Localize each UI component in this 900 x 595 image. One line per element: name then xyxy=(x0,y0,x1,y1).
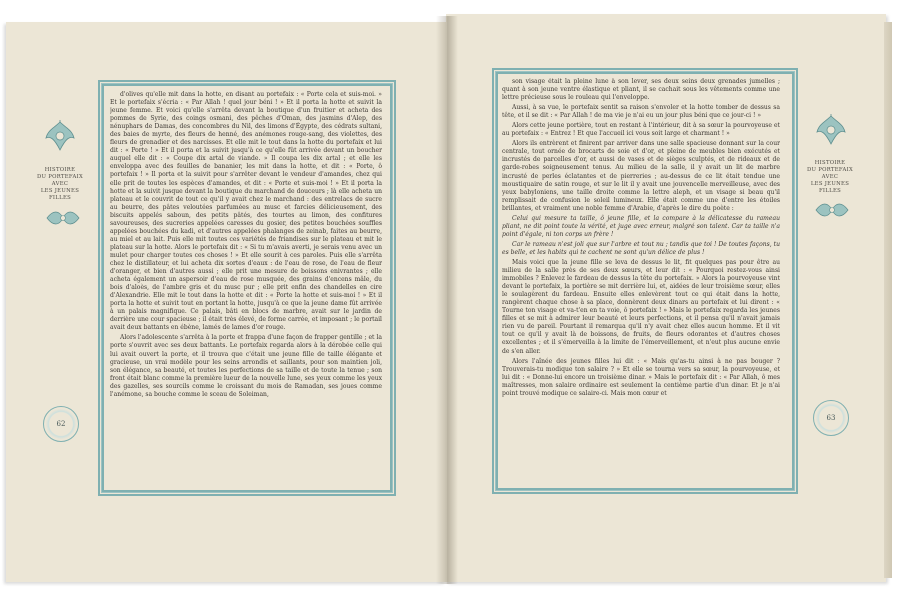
small-ornament-icon xyxy=(45,208,81,228)
verse-line: Celui qui mesure ta taille, ô jeune fille, et la compare à la délicatesse du rameau pliant, ne dit point toute la vérité, et juge avec erreur, malgré son talent. Car ta taille n'a point d'égale, ni ton corps un frère ! xyxy=(502,214,780,238)
side-title-left: HISTOIRE DU PORTEFAIX AVEC LES JEUNES FILLES xyxy=(36,167,84,201)
right-paragraph: Alors cette jeune portière, tout en restant à l'intérieur, dit à sa sœur la pourvoyeuse et au portefaix : « Entrez ! Et que l'accueil ici vous soit large et charmant ! » xyxy=(502,122,780,138)
right-paragraph: Alors l'aînée des jeunes filles lui dit : « Mais qu'as-tu ainsi à ne pas bouger ? Trouverais-tu modique ton salaire ? » Et elle se tourna vers sa sœur, la pourvoyeuse, et lui dit : « Donne-lui encore un troisième dinar. » Mais le portefaix dit : « Par Allah, ô mes maîtresses, mon salaire ordinaire est seulement la centième partie d'un dinar. Et je n'ai point trouvé modique ce salaire-ci. Mais mon cœur et xyxy=(502,357,780,397)
left-paragraph: Alors l'adolescente s'arrêta à la porte et frappa d'une façon de frapper gentille ; et la porte s'ouvrit avec ses deux battants. Le portefaix regarda alors à la dérobée celle qui lui avait ouvert la porte, et il trouva que c'était une jeune fille de taille élégante et gracieuse, un vrai modèle pour les seins arrondis et saillants, pour son maintien joli, son élégance, sa beauté, et toutes les perfections de sa taille et de toute la tenue ; son front était blanc comme la première lueur de la nouvelle lune, ses yeux comme les yeux des gazelles, ses sourcils comme le croissant du mois de Ramadan, ses joues comme l'anémone, sa bouche comme le sceau de Soleiman, xyxy=(110,334,382,398)
book-gutter xyxy=(436,16,458,584)
page-number-right: 63 xyxy=(813,400,849,436)
left-paragraph: d'olives qu'elle mit dans la hotte, en disant au portefaix : « Porte cela et suis-moi. » Et le portefaix s'écria : « Par Allah ! quel jour béni ! » Et il porta la hotte et suivit la jeune femme. Et voici qu'elle s'arrêta devant la boutique d'un fruitier et acheta des pommes de Syrie, des coings osmani, des pêches d'Oman, des jasmins d'Alep, des nénuphars de Damas, des concombres du Nil, des limons d'Égypte, des cédrats sultani, des baies de myrte, des fleurs de henné, des anémones rouge-sang, des violettes, des fleurs de grenadier et des narcisses. Et elle mit le tout dans la hotte du portefaix et lui dit : « Porte ! » Et il porta et la suivit jusqu'à ce qu'elle fût arrivée devant un boucher auquel elle dit : « Coupe dix artal de viande. » Il coupa les dix artal ; et elle les enveloppa avec des feuilles de bananier, les mit dans la hotte, et dit : « Porte, ô portefaix ! » Il porta et la suivit pour s'arrêter devant le vendeur d'amandes, chez qui elle prit de toutes les espèces d'amandes, et dit : « Porte et suis-moi ! » Et il porta la hotte et la suivit jusque devant la boutique du marchand de douceurs ; là elle acheta un plateau et le couvrit de tout ce qu'il y avait chez le marchand : des entrelacs de sucre au beurre, des pâtes veloutées parfumées au musc et farcies délicieusement, des biscuits appelés saboun, des petits pâtés, des tourtes au limon, des confitures savoureuses, des sucreries appelées caresses du gosier, des petites bouchées souffles appelées bouchées du kadi, et d'autres appelées phalanges de zeinab, faites au beurre, au miel et au lait. Puis elle mit toutes ces variétés de friandises sur le plateau et mit le plateau sur la hotte. Alors le portefaix dit : « Si tu m'avais averti, je serais venu avec un mulet pour charger toutes ces choses ! » Et elle sourit à ces paroles. Puis elle s'arrêta chez le distillateur, et lui acheta dix sortes d'eaux : de l'eau de rose, de l'eau de fleur d'oranger, et bien d'autres aussi ; elle prit une mesure de boissons enivrantes ; elle acheta également un aspersoir d'eau de rose musquée, des grains d'encens mâle, du bois d'aloès, de l'ambre gris et du musc pur ; elle prit enfin des chandelles en cire d'Alexandrie. Elle mit le tout dans la hotte et dit : « Porte la hotte et suis-moi ! » Et il porta la hotte et suivit tout en portant la hotte, jusqu'à ce que la jeune dame fût arrivée à un palais magnifique. Ce palais, bâti en blocs de marbre, avait sur le jardin de derrière une cour spacieuse ; il était très élevé, de forme carrée, et imposant ; le portail avait deux battants en ébène, lamés de lames d'or rouge. xyxy=(110,91,382,332)
right-paragraph: Mais voici que la jeune fille se leva de dessus le lit, fit quelques pas pour être au milieu de la salle près de ses deux sœurs, et leur dit : « Pourquoi restez-vous ainsi immobiles ? Enlevez le fardeau de dessus la tête du portefaix. » Alors la pourvoyeuse vint devant le portefaix, la portière se mit derrière lui, et, aidées de leur troisième sœur, elles le soulagèrent du fardeau. Ensuite elles enlevèrent tout ce qui était dans la hotte, rangèrent chaque chose à sa place, donnèrent deux dinars au portefaix et lui dirent : « Tourne ton visage et va-t'en en ta voie, ô portefaix ! » Mais le portefaix regarda les jeunes filles et se mit à admirer leur beauté et leurs perfections, et il pensa qu'il n'avait jamais rien vu de pareil. Pourtant il remarqua qu'il n'y avait chez elles aucun homme. Et il vit tout ce qu'il y avait là de boissons, de fruits, de fleurs odorantes et d'autres choses excellentes ; et il s'émerveilla à la limite de l'émerveillement, et n'eut plus aucune envie de s'en aller. xyxy=(502,258,780,355)
right-text-block xyxy=(502,78,780,476)
page-edges xyxy=(884,22,892,578)
side-title-right: HISTOIRE DU PORTEFAIX AVEC LES JEUNES FILLES xyxy=(806,160,854,194)
verse-line: Car le rameau n'est joli que sur l'arbre et tout nu ; tandis que toi ! De toutes façons, tu es belle, et les habits qui te cachent ne sont qu'un délice de plus ! xyxy=(502,240,780,256)
page-number-left: 62 xyxy=(43,406,79,442)
small-ornament-icon xyxy=(814,200,850,220)
right-paragraph: son visage était la pleine lune à son lever, ses deux seins deux grenades jumelles ; quant à son jeune ventre élastique et pliant, il se cachait sous les vêtements comme une lettre précieuse sous le rouleau qui l'enveloppe. xyxy=(502,78,780,102)
arabesque-ornament-icon xyxy=(813,114,849,146)
left-text-block xyxy=(110,91,382,477)
right-paragraph: Alors ils entrèrent et finirent par arriver dans une salle spacieuse donnant sur la cour centrale, tout ornée de brocarts de soie et d'or, et pleine de meubles bien exécutés et incrustés de parcelles d'or, et aussi de vases et de sièges sculptés, et de rideaux et de garde-robes soigneusement tenus. Au milieu de la salle, il y avait un lit de marbre incrusté de perles éclatantes et de pierreries ; au-dessus de ce lit était tendue une moustiquaire de satin rouge, et sur le lit il y avait une jouvencelle merveilleuse, avec des yeux babyloniens, une taille droite comme la lettre aleph, et un visage si beau qu'il remplissait de confusion le soleil lumineux. Elle était comme une d'entre les étoiles brillantes, et vraiment une noble femme d'Arabie, d'après le dire du poète : xyxy=(502,140,780,212)
arabesque-ornament-icon xyxy=(42,120,78,152)
right-paragraph: Aussi, à sa vue, le portefaix sentit sa raison s'envoler et la hotte tomber de dessus sa tête, et il se dit : « Par Allah ! de ma vie je n'ai eu un jour plus béni que ce jour-ci ! » xyxy=(502,104,780,120)
